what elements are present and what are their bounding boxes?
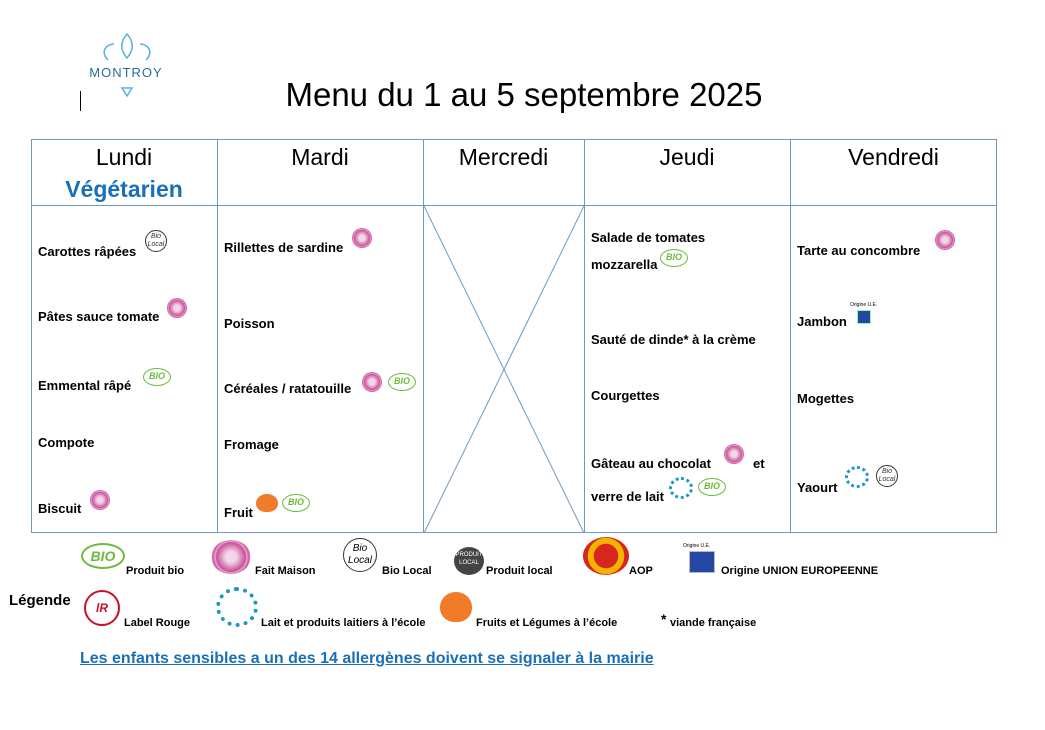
bio-icon: BIO xyxy=(282,494,310,512)
fait-maison-icon xyxy=(352,228,372,248)
menu-item: Biscuit xyxy=(38,501,82,516)
menu-item: Gâteau au chocolat xyxy=(591,456,711,471)
legend-label: Fait Maison xyxy=(255,565,316,577)
menu-item: Mogettes xyxy=(797,391,855,406)
fait-maison-icon xyxy=(724,444,744,464)
eu-flag-icon xyxy=(857,310,871,324)
legend-label: Bio Local xyxy=(382,565,432,577)
bio-icon: BIO xyxy=(698,478,726,496)
menu-item: Fruit xyxy=(224,505,253,520)
day-subtitle-vegetarien: Végétarien xyxy=(65,176,183,202)
bio-icon: BIO xyxy=(388,373,416,391)
menu-item: Fromage xyxy=(224,437,279,452)
lait-ecole-icon xyxy=(669,477,693,499)
menu-item: Courgettes xyxy=(591,388,660,403)
menu-item: Compote xyxy=(38,435,95,450)
fruits-legumes-ecole-icon xyxy=(440,592,472,622)
fait-maison-icon xyxy=(211,540,251,574)
legend-label: Origine UNION EUROPEENNE xyxy=(721,565,879,577)
origine-ue-label: Origine U.E. xyxy=(850,302,878,308)
legend-label: viande française xyxy=(670,617,757,629)
bio-icon: BIO xyxy=(660,249,688,267)
legend-star: * xyxy=(661,611,667,627)
origine-ue-label: Origine U.E. xyxy=(683,543,711,549)
legend-label: Produit bio xyxy=(126,565,185,577)
legend-label: Produit local xyxy=(486,565,553,577)
legend-label: AOP xyxy=(629,565,653,577)
no-service-cross xyxy=(424,206,584,533)
page-title: Menu du 1 au 5 septembre 2025 xyxy=(285,76,763,113)
menu-item: Salade de tomates xyxy=(591,230,706,245)
menu-item: Jambon xyxy=(797,314,847,329)
menu-item: Sauté de dinde* à la crème xyxy=(591,332,756,347)
bio-local-icon: Bio Local xyxy=(876,465,898,487)
fait-maison-icon xyxy=(167,298,187,318)
menu-item: Poisson xyxy=(224,316,275,331)
legend-label: Lait et produits laitiers à l’école xyxy=(261,617,426,629)
legend-label: Label Rouge xyxy=(124,617,191,629)
lait-ecole-icon xyxy=(845,466,869,488)
menu-item: verre de lait xyxy=(591,489,664,504)
eu-flag-icon xyxy=(689,551,715,573)
day-header-lundi: Lundi xyxy=(95,144,153,170)
produit-local-icon: PRODUIT LOCAL xyxy=(454,547,484,575)
menu-item: Yaourt xyxy=(797,480,838,495)
menu-item: Pâtes sauce tomate xyxy=(38,309,160,324)
column-divider xyxy=(217,139,218,533)
aop-icon xyxy=(583,537,629,575)
column-divider xyxy=(584,139,585,533)
label-rouge-icon: lR xyxy=(84,590,120,626)
lait-ecole-icon xyxy=(216,587,258,627)
bio-icon: BIO xyxy=(81,543,125,569)
day-header-jeudi: Jeudi xyxy=(659,144,715,170)
menu-item: et xyxy=(753,456,765,471)
fait-maison-icon xyxy=(935,230,955,250)
legend-label: Fruits et Légumes à l’école xyxy=(476,617,618,629)
menu-item: mozzarella xyxy=(591,257,658,272)
allergen-notice: Les enfants sensibles a un des 14 allergènes doivent se signaler à la mairie xyxy=(80,650,654,667)
fait-maison-icon xyxy=(362,372,382,392)
legend-title: Légende xyxy=(9,592,71,609)
bio-local-icon: Bio Local xyxy=(343,538,377,572)
day-header-vendredi: Vendredi xyxy=(848,144,939,170)
menu-item: Rillettes de sardine xyxy=(224,240,344,255)
menu-item: Tarte au concombre xyxy=(797,243,921,258)
logo-text: MONTROY xyxy=(89,65,163,80)
fruits-legumes-ecole-icon xyxy=(256,494,278,512)
bio-icon: BIO xyxy=(143,368,171,386)
day-header-mercredi: Mercredi xyxy=(458,144,549,170)
menu-item: Carottes râpées xyxy=(38,244,137,259)
column-divider xyxy=(790,139,791,533)
bio-local-icon: Bio Local xyxy=(145,230,167,252)
menu-item: Céréales / ratatouille xyxy=(224,381,352,396)
menu-item: Emmental râpé xyxy=(38,378,132,393)
fait-maison-icon xyxy=(90,490,110,510)
day-header-mardi: Mardi xyxy=(291,144,349,170)
